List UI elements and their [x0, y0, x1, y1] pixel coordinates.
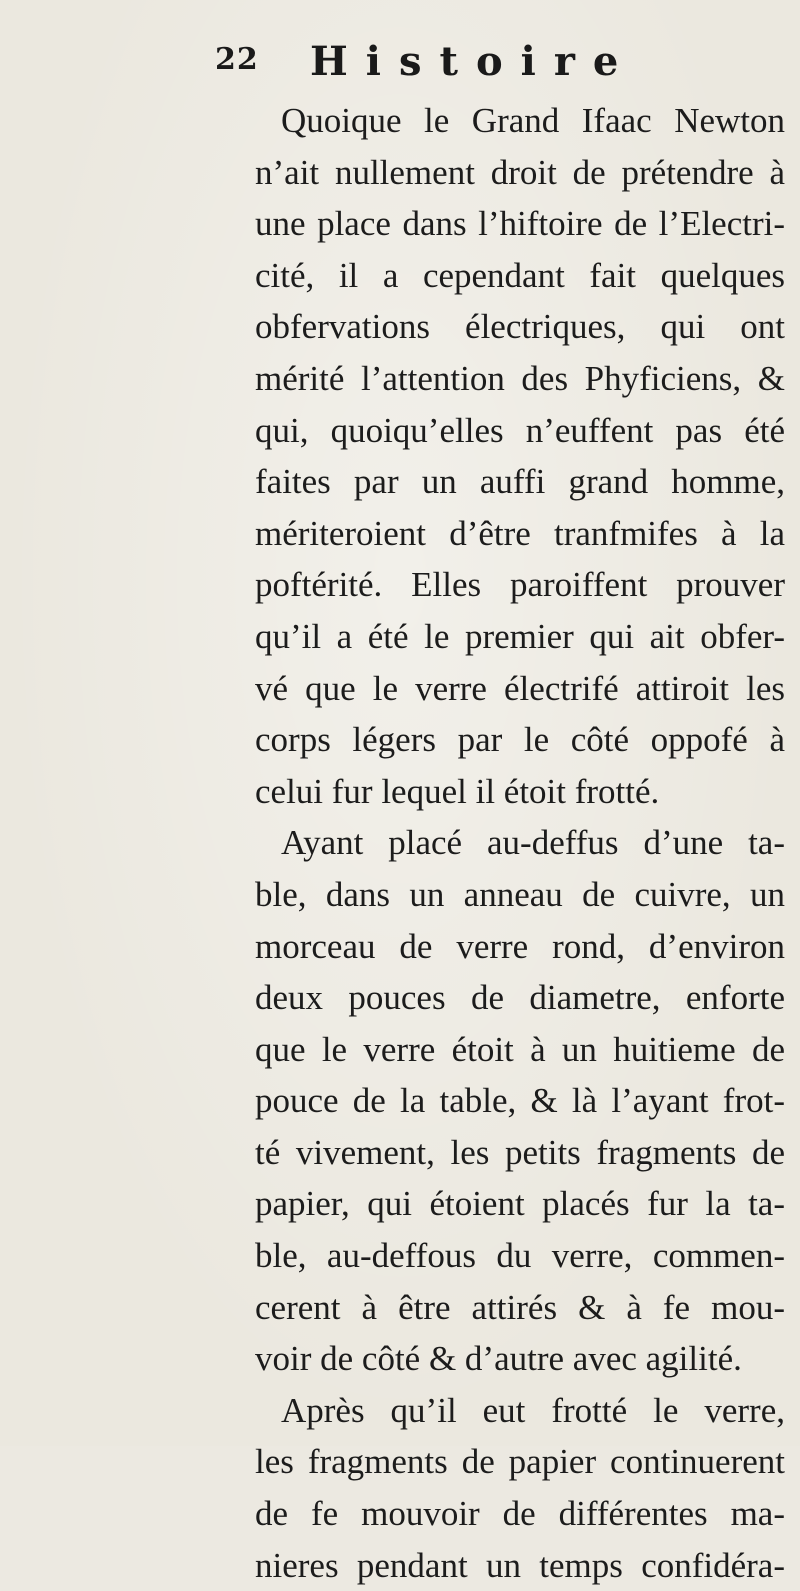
text-line: deux pouces de diametre, enforte: [255, 978, 785, 1018]
text-line: que le verre étoit à un huitieme de: [255, 1029, 785, 1069]
text-line: Quoique le Grand Ifaac Newton: [281, 101, 785, 140]
text-line: nieres pendant un temps confidéra-: [255, 1545, 785, 1585]
text-line: faites par un auffi grand homme,: [255, 462, 785, 502]
text-line: corps légers par le côté oppofé à: [255, 720, 785, 760]
text-line: papier, qui étoient placés fur la ta-: [255, 1184, 785, 1224]
text-line: mérité l’attention des Phyficiens, &: [255, 358, 785, 398]
text-line: mériteroient d’être tranfmifes à la: [255, 513, 785, 553]
text-line: Ayant placé au-deffus d’une ta-: [281, 823, 785, 863]
text-line: poftérité. Elles paroiffent prouver: [255, 565, 785, 605]
text-line: obfervations électriques, qui ont: [255, 307, 785, 347]
page-number: 22: [215, 42, 259, 77]
text-line: qu’il a été le premier qui ait obfer-: [255, 616, 785, 656]
text-line: ble, dans un anneau de cuivre, un: [255, 874, 785, 914]
text-line: qui, quoiqu’elles n’euffent pas été: [255, 410, 785, 450]
text-line: cerent à être attirés & à fe mou-: [255, 1287, 785, 1327]
text-line: celui fur lequel il étoit frotté.: [255, 771, 660, 811]
text-line: cité, il a cependant fait quelques: [255, 255, 785, 295]
running-title: Histoire: [310, 38, 637, 85]
text-line: les fragments de papier continuerent: [255, 1442, 785, 1482]
text-line: pouce de la table, & là l’ayant frot-: [255, 1081, 785, 1121]
text-line: vé que le verre électrifé attiroit les: [255, 668, 785, 708]
text-line: ble, au-deffous du verre, commen-: [255, 1236, 785, 1276]
text-line: té vivement, les petits fragments de: [255, 1132, 785, 1172]
text-line: Après qu’il eut frotté le verre,: [281, 1390, 785, 1430]
text-line: une place dans l’hiftoire de l’Electri-: [255, 204, 785, 244]
text-line: morceau de verre rond, d’environ: [255, 926, 785, 966]
text-line: de fe mouvoir de différentes ma-: [255, 1494, 785, 1534]
text-line: voir de côté & d’autre avec agilité.: [255, 1339, 742, 1379]
text-line: n’ait nullement droit de prétendre à: [255, 152, 785, 192]
body-text: [255, 95, 785, 1591]
